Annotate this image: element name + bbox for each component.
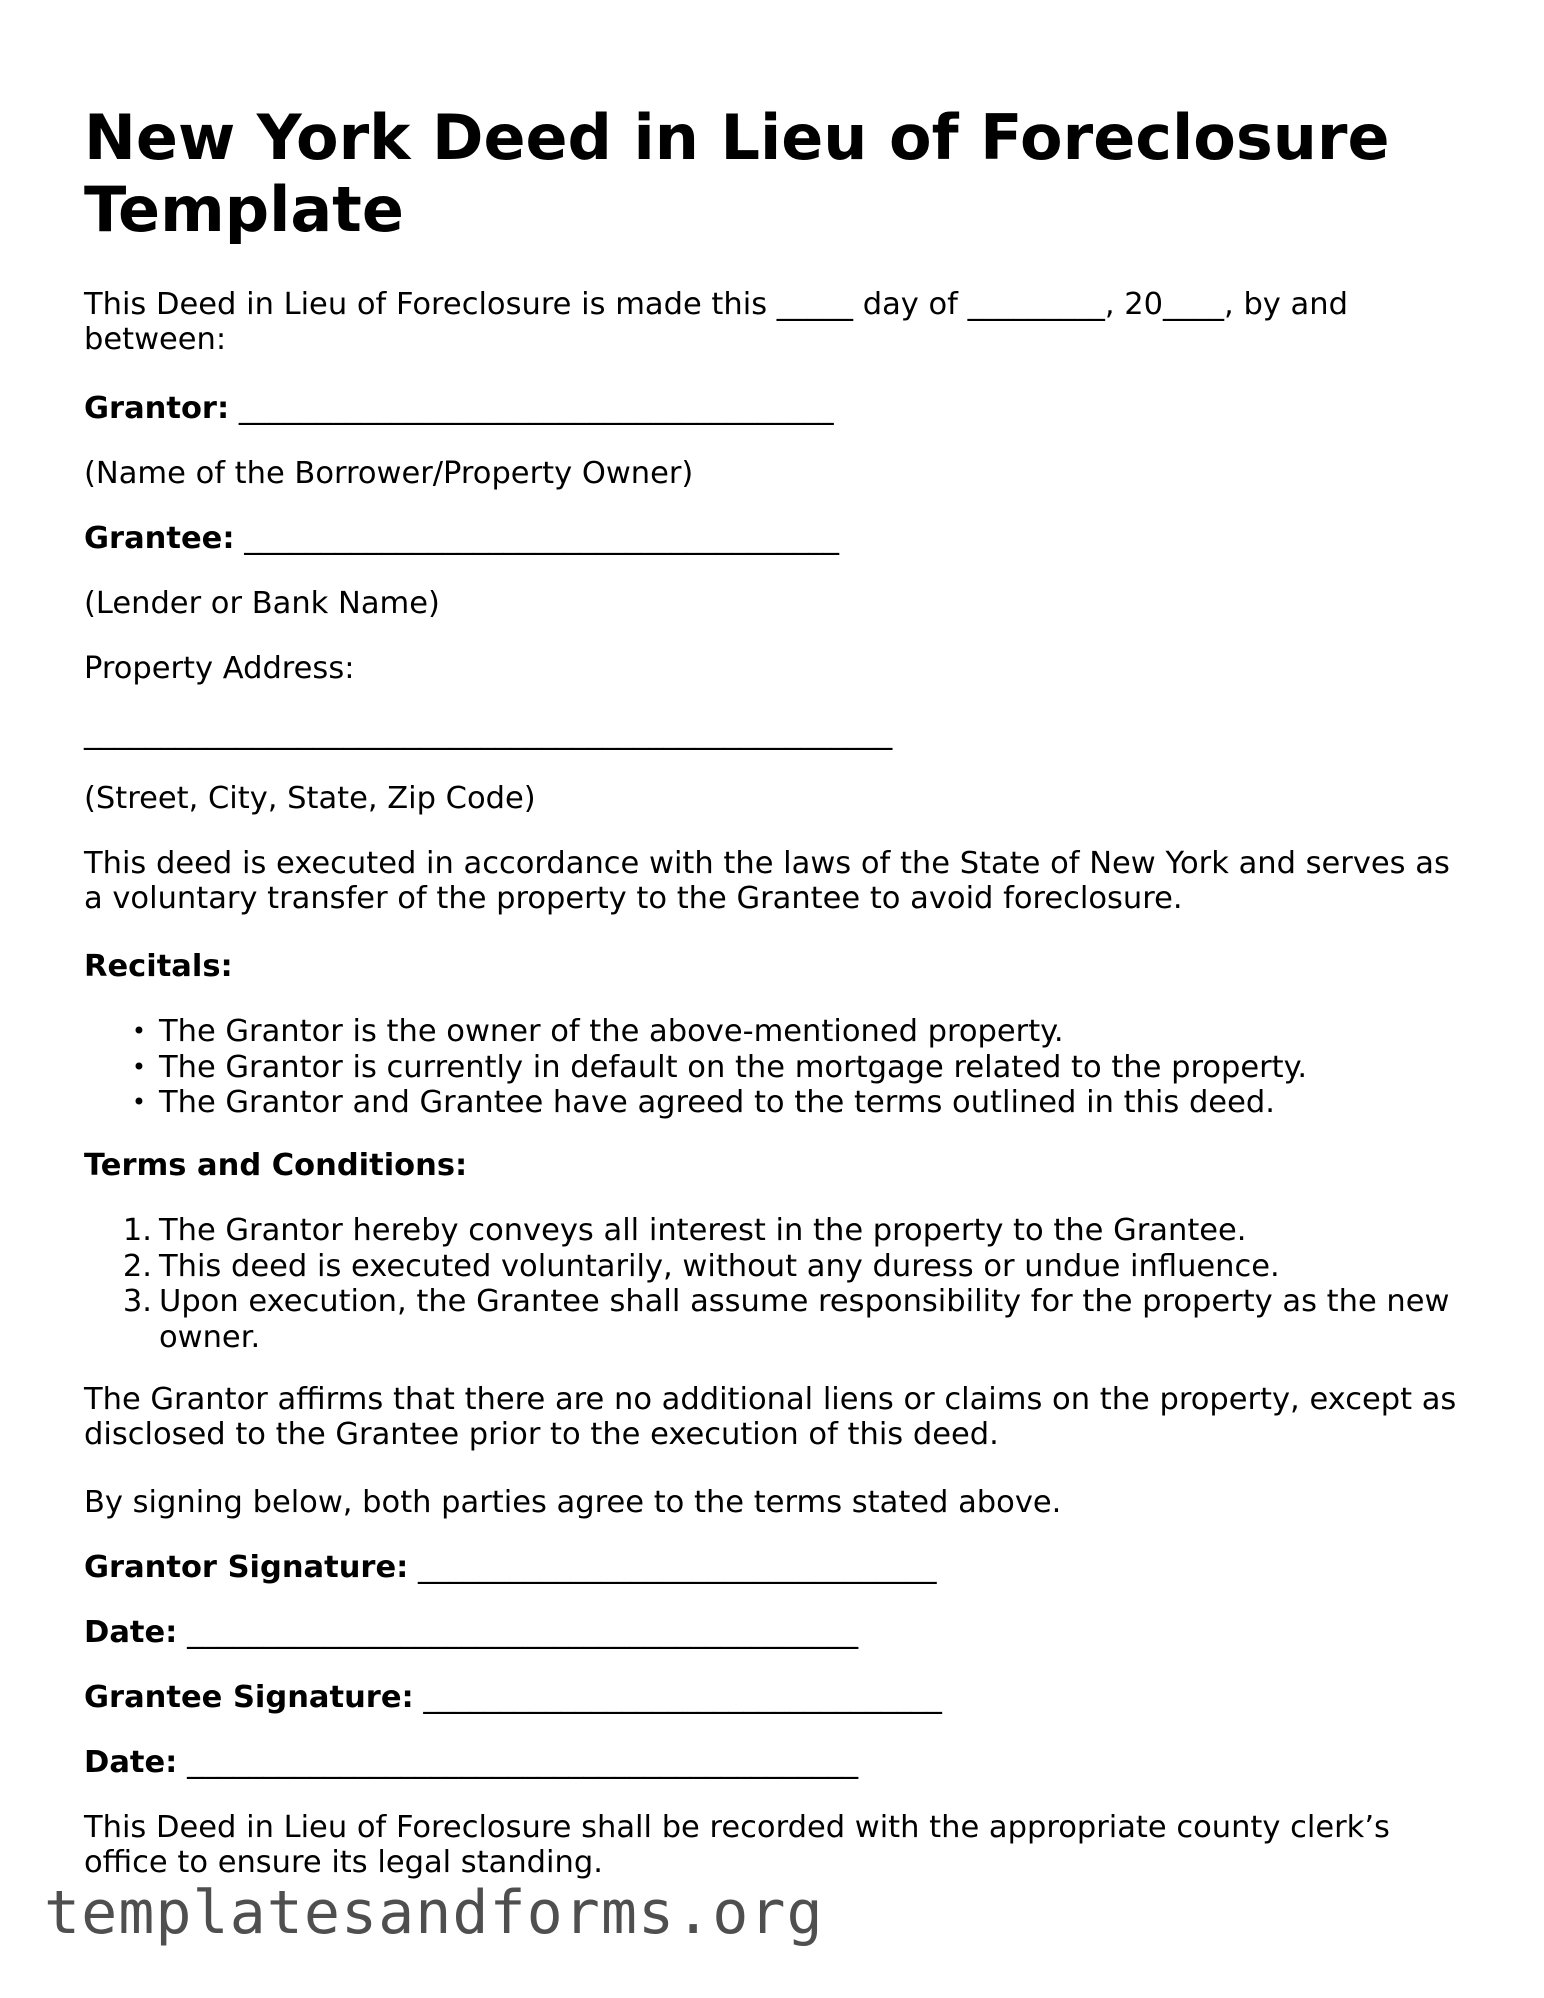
grantee-signature-label: Grantee Signature:	[84, 1680, 414, 1715]
property-address-label: Property Address:	[84, 651, 355, 686]
grantor-date-field	[84, 1615, 1464, 1650]
watermark: templatesandforms.org	[44, 1878, 824, 1948]
property-address-blank-line: _____________________________________________________	[84, 716, 893, 751]
page-title: New York Deed in Lieu of Foreclosure Template	[84, 101, 1390, 246]
list-item: • The Grantor is the owner of the above-mentioned property.	[84, 1014, 1464, 1050]
grantor-label: Grantor:	[84, 391, 230, 426]
grantee-blank-line: _______________________________________	[244, 521, 839, 556]
list-item: • The Grantor is currently in default on the mortgage related to the property.	[84, 1050, 1464, 1086]
grantee-signature-field	[84, 1680, 1464, 1715]
intro-paragraph: This Deed in Lieu of Foreclosure is made this _____ day of _________, 20____, by and between:	[84, 287, 1358, 357]
list-item: 3. Upon execution, the Grantee shall assume responsibility for the property as the new owner.	[122, 1284, 1450, 1355]
grantee-label: Grantee:	[84, 521, 235, 556]
property-address-note: (Street, City, State, Zip Code)	[84, 781, 536, 816]
grantor-blank-line: _______________________________________	[238, 391, 834, 426]
grantee-field	[84, 521, 1464, 556]
recitals-list	[84, 1014, 1464, 1121]
bullet-icon: •	[131, 1052, 146, 1081]
grantor-signature-label: Grantor Signature:	[84, 1550, 409, 1585]
date-line: ____________________________________________	[187, 1615, 859, 1650]
grantor-note: (Name of the Borrower/Property Owner)	[84, 456, 694, 491]
grantee-note: (Lender or Bank Name)	[84, 586, 440, 621]
date-label: Date:	[84, 1615, 178, 1650]
recording-paragraph: This Deed in Lieu of Foreclosure shall be recorded with the appropriate county clerk’s office to ensure its legal standing.	[84, 1810, 1400, 1880]
accordance-paragraph: This deed is executed in accordance with the laws of the State of New York and serves as a voluntary transfer of the property to the Grantee to avoid foreclosure.	[84, 846, 1460, 916]
date-line: ____________________________________________	[187, 1745, 859, 1780]
terms-heading: Terms and Conditions:	[84, 1148, 468, 1183]
agreement-paragraph: By signing below, both parties agree to the terms stated above.	[84, 1485, 1062, 1520]
grantee-signature-line: __________________________________	[423, 1680, 942, 1715]
bullet-icon: •	[131, 1017, 146, 1045]
terms-list	[84, 1213, 1464, 1355]
grantee-date-field	[84, 1745, 1464, 1780]
date-label: Date:	[84, 1745, 178, 1780]
grantor-field	[84, 391, 1464, 426]
grantor-signature-field	[84, 1550, 1464, 1585]
list-item: • The Grantor and Grantee have agreed to the terms outlined in this deed.	[84, 1085, 1464, 1121]
grantor-signature-line: __________________________________	[418, 1550, 937, 1585]
recitals-heading: Recitals:	[84, 949, 233, 984]
affirmation-paragraph: The Grantor affirms that there are no additional liens or claims on the property, except as disclosed to the Grantee prior to the execution of this deed.	[84, 1382, 1467, 1452]
bullet-icon: •	[131, 1088, 146, 1116]
list-item: 1. The Grantor hereby conveys all interest in the property to the Grantee.	[122, 1213, 1247, 1248]
list-item: 2. This deed is executed voluntarily, without any duress or undue influence.	[122, 1248, 1280, 1284]
